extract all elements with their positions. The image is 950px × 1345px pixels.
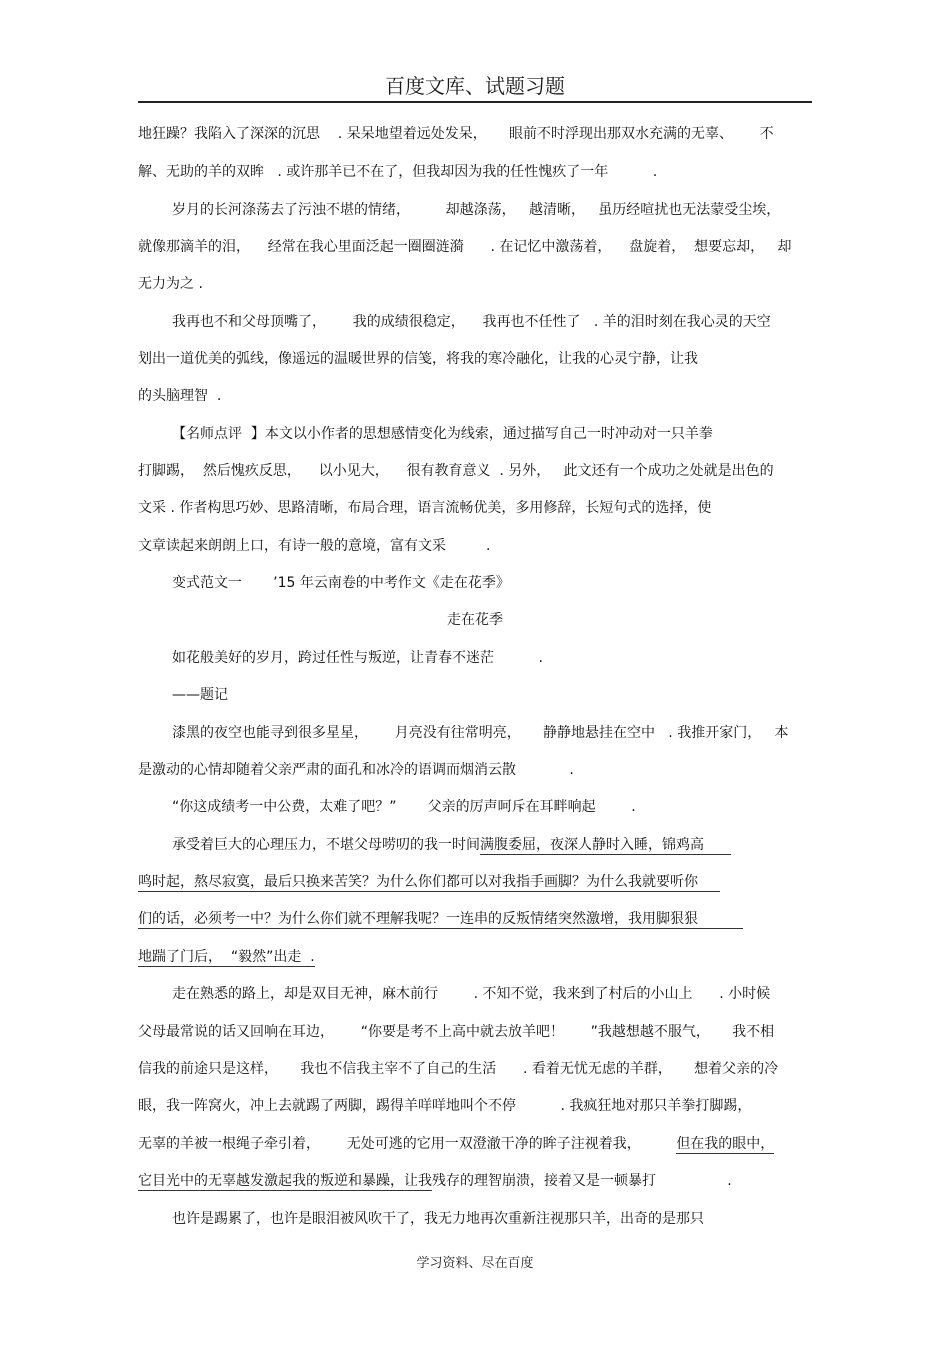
- underlined-text: 鸣时起，熬尽寂寞，最后只换来苦笑？为什么你们都可以对我指手画脚？为什么我就要听你: [138, 874, 698, 890]
- text-line: 文章读起来朗朗上口，有诗一般的意境，富有文采 .: [138, 538, 491, 554]
- underlined-text: 地踹了门后， “毅然”出走 .: [138, 949, 315, 965]
- text-line: 打脚踢， 然后愧疚反思， 以小见大， 很有教育意义 . 另外， 此文还有一个成功之处就是出色的: [138, 463, 774, 479]
- text-line: “你这成绩考一中公费，太难了吧？” 父亲的厉声呵斥在耳畔响起 .: [172, 799, 636, 815]
- underlined-text: 但在我的眼中，: [676, 1136, 775, 1152]
- text-line: 文采 . 作者构思巧妙、思路清晰，布局合理，语言流畅优美，多用修辞，长短句式的选择，使: [138, 500, 712, 516]
- text-line: 它目光中的无辜越发激起我的叛逆和暴躁，让我残存的理智崩溃，接着又是一顿暴打 .: [138, 1173, 732, 1189]
- text-line: 也许是踢累了，也许是眼泪被风吹干了，我无力地再次重新注视那只羊，出奇的是那只: [172, 1211, 704, 1227]
- text-line: 就像那滴羊的泪， 经常在我心里面泛起一圈圈涟漪 . 在记忆中激荡着， 盘旋着， 想要忘却， 却: [138, 239, 792, 255]
- text-line: 是激动的心情却随着父亲严肃的面孔和冰冷的语调而烟消云散 .: [138, 762, 574, 778]
- text-line: 父母最常说的话又回响在耳边， “你要是考不上高中就去放羊吧！ ”我越想越不服气， 我不相: [138, 1024, 775, 1040]
- essay-title: 走在花季: [447, 612, 503, 628]
- text-line: [138, 909, 810, 929]
- text-line: 承受着巨大的心理压力，不堪父母唠叨的我一时间满腹委屈，夜深人静时入睡，锦鸡高: [172, 835, 810, 855]
- text-line: 划出一道优美的弧线，像遥远的温暖世界的信笺，将我的寒冷融化，让我的心灵宁静，让我: [138, 351, 698, 367]
- underlined-text: 们的话，必须考一中？为什么你们就不理解我呢？一连串的反叛情绪突然激增，我用脚狠狠: [138, 911, 698, 927]
- epigraph-attribution: ——题记: [172, 687, 228, 703]
- underlined-text: 满腹委屈，夜深人静时入睡，锦鸡高: [480, 837, 704, 853]
- text-line: 地狂躁？我陷入了深深的沉思 . 呆呆地望着远处发呆， 眼前不时浮现出那双水充满的无辜、 不: [138, 126, 774, 142]
- underlined-text: 它目光中的无辜越发激起我的叛逆和暴躁，让我: [138, 1173, 432, 1189]
- epigraph-line: 如花般美好的岁月，跨过任性与叛逆，让青春不迷茫 .: [172, 650, 543, 666]
- text-line: 解、无助的羊的双眸 . 或许那羊已不在了，但我却因为我的任性愧疚了一年 .: [138, 164, 658, 180]
- text-line: 我再也不和父母顶嘴了， 我的成绩很稳定， 我再也不任性了 . 羊的泪时刻在我心灵的天空: [172, 314, 771, 330]
- text-line: 眼，我一阵窝火，冲上去就踢了两脚，踢得羊咩咩地叫个不停 . 我疯狂地对那只羊拳打脚踢，: [138, 1098, 752, 1114]
- teacher-comment-line: 【名师点评 】本文以小作者的思想感情变化为线索，通过描写自己一时冲动对一只羊拳: [172, 426, 713, 442]
- text-line: 岁月的长河涤荡去了污浊不堪的情绪， 却越涤荡， 越清晰， 虽历经喧扰也无法蒙受尘埃，: [172, 202, 781, 218]
- page-footer: 学习资料、尽在百度: [416, 1256, 534, 1271]
- variant-essay-heading: 变式范文一 ’15 年云南卷的中考作文《走在花季》: [172, 575, 510, 591]
- text-line: 的头脑理智 .: [138, 388, 222, 404]
- text-line: 漆黑的夜空也能寻到很多星星， 月亮没有往常明亮， 静静地悬挂在空中 . 我推开家门， 本: [172, 725, 789, 741]
- text-line: 走在熟悉的路上，却是双目无神，麻木前行 . 不知不觉，我来到了村后的小山上 . 小时候: [172, 986, 771, 1002]
- page-header-title: 百度文库、试题习题: [385, 74, 565, 98]
- text-line: [138, 872, 810, 892]
- header-rule: [138, 101, 812, 103]
- text-line: [138, 947, 810, 967]
- text-line: 信我的前途只是这样， 我也不信我主宰不了自己的生活 . 看着无忧无虑的羊群， 想着父亲的冷: [138, 1061, 779, 1077]
- text-line: 无力为之 .: [138, 276, 203, 292]
- text-line: 无辜的羊被一根绳子牵引着， 无处可逃的它用一双澄澈干净的眸子注视着我， 但在我的眼中，: [138, 1136, 775, 1152]
